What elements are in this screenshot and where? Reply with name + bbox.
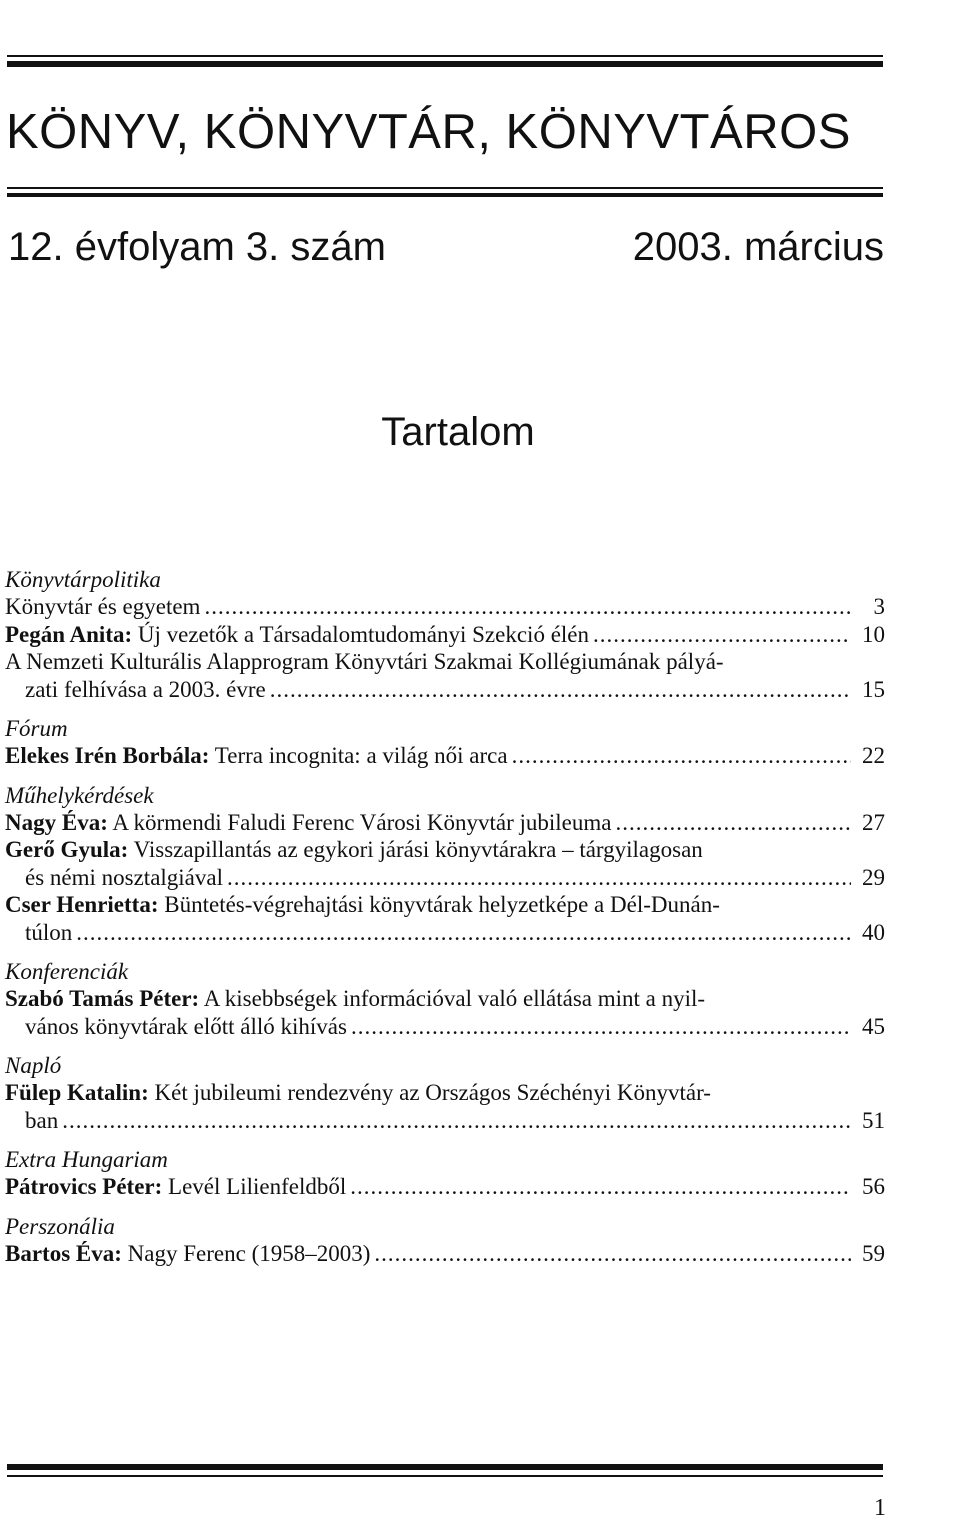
entry-title: Két jubileumi rendezvény az Országos Széchényi Könyvtár-	[148, 1080, 711, 1105]
journal-title: KÖNYV, KÖNYVTÁR, KÖNYVTÁROS	[6, 105, 851, 159]
section-heading: Konferenciák	[5, 959, 129, 984]
entry-author: Elekes Irén Borbála:	[5, 743, 210, 768]
entry-title: túlon	[25, 919, 73, 945]
entry-page-number: 59	[862, 1240, 885, 1266]
section-gap	[5, 1201, 885, 1213]
entry-title: A kisebbségek információval való ellátása mint a nyil-	[199, 986, 706, 1011]
section-heading: Napló	[5, 1053, 62, 1078]
entry-author: Gerő Gyula:	[5, 837, 129, 862]
dot-leader	[512, 742, 851, 770]
entry-page-number: 56	[862, 1174, 885, 1199]
section-heading: Könyvtárpolitika	[5, 567, 161, 592]
issue-info	[8, 222, 884, 272]
dot-leader	[374, 1240, 851, 1268]
entry-author: Fülep Katalin:	[5, 1080, 149, 1105]
entry-page-number: 40	[862, 919, 885, 945]
entry-title: Levél Lilienfeldből	[162, 1174, 347, 1199]
entry-page-number: 10	[862, 621, 885, 647]
entry-page-number: 15	[862, 676, 885, 702]
entry-author: Pegán Anita:	[5, 621, 133, 647]
toc-entry[interactable]	[5, 1240, 885, 1268]
entry-title: vános könyvtárak előtt álló kihívás	[25, 1013, 347, 1039]
contents-heading: Tartalom	[381, 410, 535, 454]
issue-date: 2003. március	[632, 225, 884, 269]
toc-entry[interactable]	[5, 1173, 885, 1201]
section-gap	[5, 1134, 885, 1146]
dot-leader	[227, 864, 851, 892]
bottom-rule-thick	[7, 1464, 883, 1470]
mid-rule-thin	[7, 187, 883, 189]
toc-entry[interactable]	[5, 593, 885, 621]
page-number: 1	[874, 1495, 886, 1521]
entry-title: A Nemzeti Kulturális Alapprogram Könyvtári Szakmai Kollégiumának pályá-	[5, 649, 724, 674]
entry-page-number: 51	[862, 1107, 885, 1133]
top-rule-thick	[7, 61, 883, 67]
entry-title: és némi nosztalgiával	[25, 864, 223, 890]
table-of-contents	[5, 566, 885, 1267]
entry-author: Bartos Éva:	[5, 1240, 122, 1266]
toc-entry[interactable]	[5, 648, 885, 703]
entry-title: zati felhívása a 2003. évre	[25, 676, 266, 702]
section-gap	[5, 703, 885, 715]
entry-page-number: 3	[873, 594, 885, 619]
section-gap	[5, 1040, 885, 1052]
section-gap	[5, 946, 885, 958]
entry-author: Pátrovics Péter:	[5, 1174, 163, 1199]
section-heading: Műhelykérdések	[5, 782, 154, 808]
toc-entry[interactable]	[5, 742, 885, 770]
toc-entry[interactable]	[5, 1079, 885, 1134]
section-heading: Perszonália	[5, 1213, 115, 1239]
entry-title: Büntetés-végrehajtási könyvtárak helyzetképe a Dél-Dunán-	[158, 892, 720, 917]
dot-leader	[351, 1013, 851, 1041]
volume-issue: 12. évfolyam 3. szám	[8, 225, 386, 269]
section-heading: Extra Hungariam	[5, 1147, 168, 1172]
entry-title: Könyvtár és egyetem	[5, 594, 201, 619]
dot-leader	[62, 1107, 851, 1135]
toc-entry[interactable]	[5, 809, 885, 837]
entry-title: Új vezetők a Társadalomtudományi Szekció élén	[132, 621, 590, 647]
entry-author: Szabó Tamás Péter:	[5, 986, 200, 1011]
dot-leader	[615, 809, 851, 837]
entry-page-number: 29	[862, 864, 885, 890]
toc-entry[interactable]	[5, 985, 885, 1040]
mid-rule-thick	[7, 193, 883, 197]
toc-entry[interactable]	[5, 891, 885, 946]
section-gap	[5, 770, 885, 782]
entry-title: Terra incognita: a világ női arca	[209, 743, 508, 768]
dot-leader	[593, 621, 851, 649]
entry-author: Cser Henrietta:	[5, 892, 159, 917]
dot-leader	[350, 1173, 851, 1201]
dot-leader	[76, 919, 851, 947]
bottom-rule-thin	[7, 1475, 883, 1477]
entry-title: Nagy Ferenc (1958–2003)	[121, 1240, 371, 1266]
dot-leader	[270, 676, 851, 704]
entry-page-number: 27	[862, 809, 885, 835]
dot-leader	[204, 593, 851, 621]
entry-page-number: 45	[862, 1013, 885, 1039]
entry-title: ban	[25, 1107, 59, 1133]
toc-entry[interactable]	[5, 836, 885, 891]
entry-author: Nagy Éva:	[5, 809, 108, 835]
top-rule-thin	[7, 55, 883, 57]
entry-page-number: 22	[862, 743, 885, 768]
section-heading: Fórum	[5, 716, 68, 741]
entry-title: A körmendi Faludi Ferenc Városi Könyvtár jubileuma	[107, 809, 612, 835]
toc-entry[interactable]	[5, 621, 885, 649]
entry-title: Visszapillantás az egykori járási könyvtárakra – tárgyilagosan	[128, 837, 703, 862]
